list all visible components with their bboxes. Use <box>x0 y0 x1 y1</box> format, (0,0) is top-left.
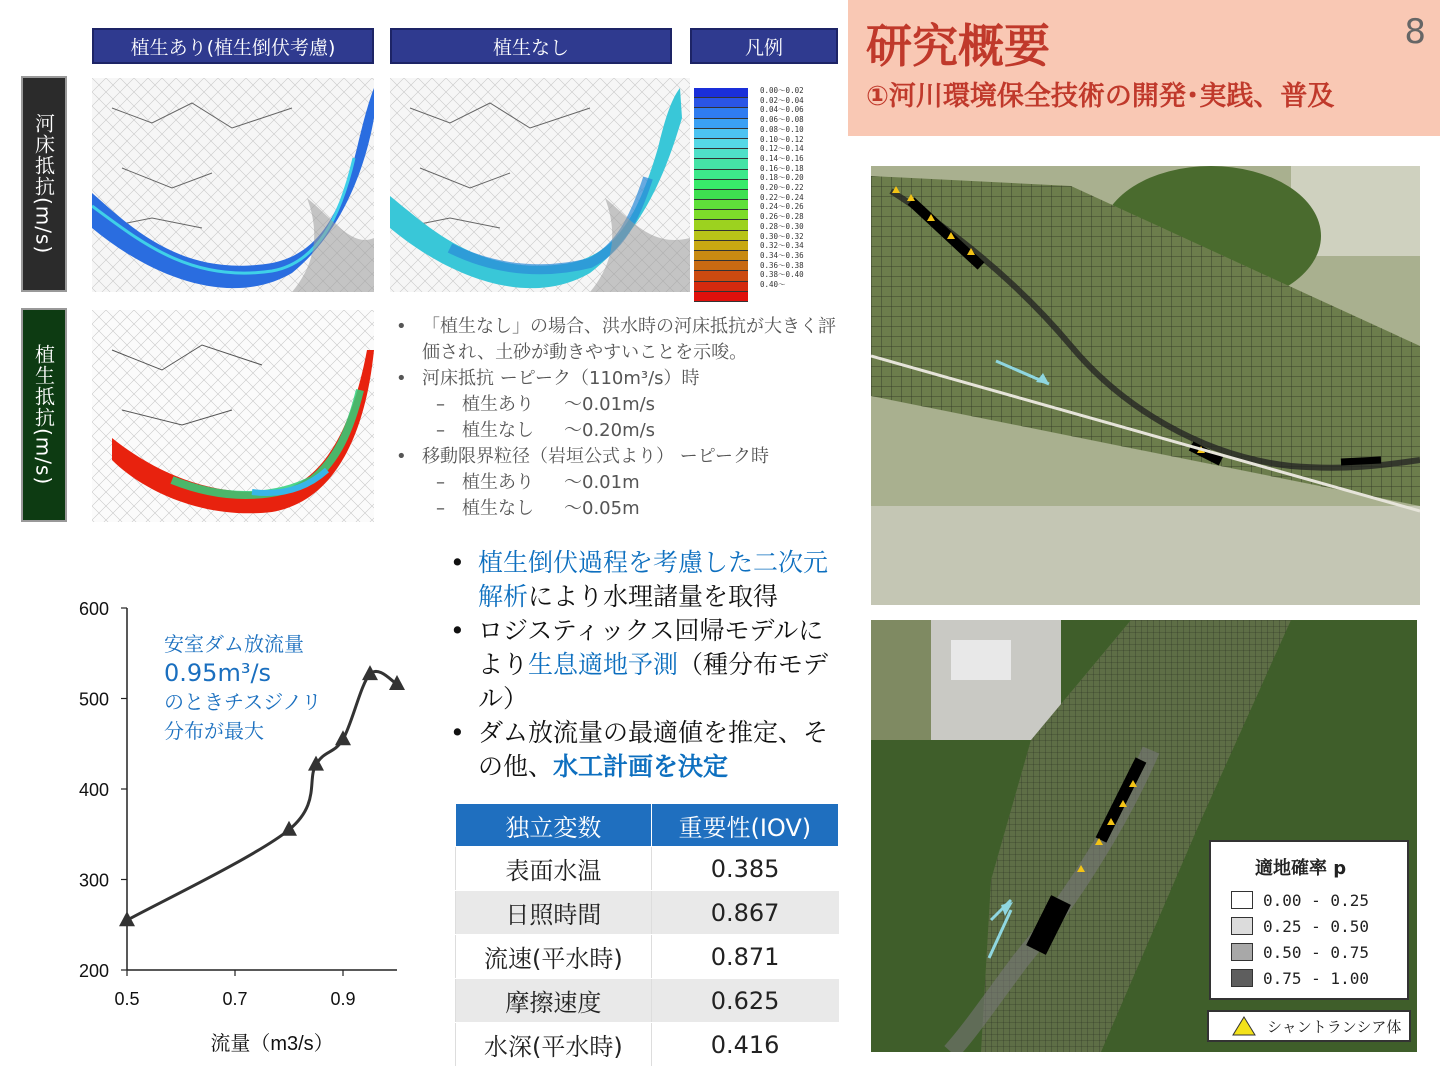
x-tick-label: 0.9 <box>330 989 356 1009</box>
colorbar-swatch <box>694 261 748 271</box>
aerial-photo-upper <box>871 166 1420 605</box>
iov-table <box>455 803 839 1067</box>
note-sub-2-1-value: ～0.01m/s <box>564 394 656 415</box>
colorbar-swatch <box>694 282 748 292</box>
note-sub-3-2 <box>392 496 844 522</box>
annotation-line-2: 0.95m³/s <box>164 659 272 687</box>
header-legend <box>690 28 838 64</box>
table-cell-value: 0.416 <box>651 1023 838 1067</box>
colorbar-label: 0.02～0.04 <box>760 95 804 105</box>
probability-legend-row-3 <box>1231 940 1369 964</box>
main-bullet-2 <box>448 614 844 716</box>
colorbar-swatch <box>694 271 748 281</box>
note-sub-3-1-label: 植生あり <box>462 472 534 493</box>
legend-swatch-3 <box>1231 943 1253 961</box>
colorbar-swatch <box>694 190 748 200</box>
colorbar-label: 0.26～0.28 <box>760 212 804 222</box>
title-box <box>848 0 1440 136</box>
triangle-icon <box>1231 1015 1257 1037</box>
table-cell-variable: 水深(平水時) <box>456 1023 652 1067</box>
colorbar-label: 0.28～0.30 <box>760 221 804 231</box>
colorbar-swatch <box>694 139 748 149</box>
map-veg-resistance-svg <box>92 310 374 522</box>
species-legend-label: シャントランシア体 <box>1267 1017 1402 1036</box>
table-cell-value: 0.385 <box>651 847 838 891</box>
iov-header-importance: 重要性(IOV) <box>651 804 838 847</box>
legend-label-4: 0.75 - 1.00 <box>1263 968 1369 988</box>
probability-legend-row-1 <box>1231 888 1369 912</box>
legend-label-1: 0.00 - 0.25 <box>1263 890 1369 910</box>
colorbar-label: 0.12～0.14 <box>760 144 804 154</box>
note-sub-2-1-label: 植生あり <box>462 394 534 415</box>
y-tick-label: 300 <box>78 870 109 891</box>
probability-legend <box>1209 840 1409 1000</box>
colorbar-swatch <box>694 180 748 190</box>
colorbar-swatch <box>694 170 748 180</box>
colorbar-swatch <box>694 241 748 251</box>
colorbar-label: 0.16～0.18 <box>760 163 804 173</box>
colorbar-label: 0.36～0.38 <box>760 260 804 270</box>
header-with-vegetation <box>92 28 374 64</box>
colorbar-labels <box>760 86 840 290</box>
map-bed-with-veg-svg <box>92 78 374 292</box>
y-tick-label: 600 <box>78 599 109 619</box>
colorbar-label: 0.08～0.10 <box>760 124 804 134</box>
probability-legend-row-4 <box>1231 966 1369 990</box>
y-tick-label: 200 <box>78 961 109 981</box>
probability-legend-row-2 <box>1231 914 1369 938</box>
colorbar-swatch <box>694 220 748 230</box>
colorbar-swatches <box>694 88 748 302</box>
colorbar-swatch <box>694 129 748 139</box>
note-sub-3-2-value: ～0.05m <box>564 498 640 519</box>
note-bullet-1: • 「植生なし」の場合、洪水時の河床抵抗が大きく評価され、土砂が動きやすいことを示唆。 <box>392 314 844 366</box>
table-cell-value: 0.625 <box>651 979 838 1023</box>
colorbar-swatch <box>694 159 748 169</box>
main-bullet-1 <box>448 546 844 614</box>
colorbar-label: 0.06～0.08 <box>760 115 804 125</box>
colorbar-swatch <box>694 108 748 118</box>
colorbar-swatch <box>694 149 748 159</box>
colorbar-swatch <box>694 88 748 98</box>
row-label-bed-text: 河床抵抗(m/s) <box>31 113 56 255</box>
colorbar-label: 0.24～0.26 <box>760 202 804 212</box>
legend-label-2: 0.25 - 0.50 <box>1263 916 1369 936</box>
colorbar-label: 0.10～0.12 <box>760 134 804 144</box>
slide-subtitle: ①河川環境保全技術の開発･実践、普及 <box>866 81 1335 112</box>
map-veg-resistance <box>92 310 374 522</box>
main-bullet-3 <box>448 716 844 784</box>
table-cell-variable: 表面水温 <box>456 847 652 891</box>
table-cell-value: 0.867 <box>651 891 838 935</box>
colorbar-legend <box>690 86 842 292</box>
colorbar-swatch <box>694 251 748 261</box>
note-sub-3-2-label: 植生なし <box>462 498 534 519</box>
note-sub-2-1 <box>392 392 844 418</box>
colorbar-label: 0.34～0.36 <box>760 250 804 260</box>
note-sub-3-1-value: ～0.01m <box>564 472 640 493</box>
colorbar-label: 0.30～0.32 <box>760 231 804 241</box>
x-tick-label: 0.7 <box>222 989 248 1009</box>
row-label-veg-resistance <box>21 308 67 522</box>
header-without-vegetation <box>390 28 672 64</box>
table-cell-value: 0.871 <box>651 935 838 979</box>
annotation-line-3: のときチスジノリ <box>164 690 322 714</box>
main-bullet-2-text: ロジスティックス回帰モデルにより <box>478 616 824 679</box>
table-cell-variable: 日照時間 <box>456 891 652 935</box>
slide-title: 研究概要 <box>866 19 1050 73</box>
table-row <box>456 847 839 891</box>
legend-swatch-2 <box>1231 917 1253 935</box>
colorbar-label: 0.14～0.16 <box>760 153 804 163</box>
main-bullet-2-highlight: 生息適地予測 <box>528 650 679 679</box>
colorbar-label: 0.20～0.22 <box>760 183 804 193</box>
colorbar-label: 0.32～0.34 <box>760 241 804 251</box>
colorbar-label: 0.18～0.20 <box>760 173 804 183</box>
main-bullet-1-text: により水理諸量を取得 <box>528 582 779 611</box>
data-point-marker <box>389 675 405 690</box>
colorbar-swatch <box>694 98 748 108</box>
page-number: 8 <box>1404 12 1426 52</box>
main-bullet-1-highlight: 植生倒伏過程を考慮した二次元解析 <box>478 548 829 611</box>
main-bullet-3-text: ダム放流量の最適値を推定、その他、 <box>478 718 829 781</box>
legend-swatch-4 <box>1231 969 1253 987</box>
chart-annotation <box>164 630 322 746</box>
header-without-vegetation-label: 植生なし <box>492 36 569 59</box>
note-sub-2-2-label: 植生なし <box>462 420 534 441</box>
colorbar-label: 0.00～0.02 <box>760 86 804 95</box>
colorbar-label: 0.38～0.40 <box>760 270 804 280</box>
row-label-bed-resistance <box>21 76 67 292</box>
colorbar-swatch <box>694 200 748 210</box>
note-sub-2-2-value: ～0.20m/s <box>564 420 656 441</box>
table-cell-variable: 摩擦速度 <box>456 979 652 1023</box>
table-row <box>456 979 839 1023</box>
probability-legend-title: 適地確率 p <box>1255 858 1347 879</box>
chart-x-label: 流量（m3/s） <box>210 1033 334 1055</box>
header-legend-label: 凡例 <box>744 36 783 59</box>
colorbar-label: 0.40～ <box>760 280 786 290</box>
colorbar-swatch <box>694 231 748 241</box>
main-bullet-3-highlight: 水工計画を決定 <box>553 752 729 781</box>
note-sub-3-1 <box>392 470 844 496</box>
species-legend <box>1207 1010 1411 1042</box>
colorbar-swatch <box>694 119 748 129</box>
iov-table-header-row <box>456 804 839 847</box>
table-row <box>456 891 839 935</box>
note-bullet-2: • 河床抵抗 ーピーク（110m³/s）時 <box>392 366 844 392</box>
y-tick-label: 500 <box>78 689 109 710</box>
legend-label-3: 0.50 - 0.75 <box>1263 942 1369 962</box>
y-tick-label: 400 <box>78 780 109 800</box>
map-bed-with-veg <box>92 78 374 292</box>
data-point-marker <box>335 730 351 745</box>
x-tick-label: 0.5 <box>114 989 140 1009</box>
table-row <box>456 1023 839 1067</box>
annotation-line-1: 安室ダム放流量 <box>164 632 304 656</box>
map-bed-without-veg-svg <box>390 78 690 292</box>
aerial-photo-upper-svg <box>871 166 1420 605</box>
header-with-vegetation-label: 植生あり(植生倒伏考慮) <box>130 36 336 59</box>
note-bullet-3: • 移動限界粒径（岩垣公式より） ーピーク時 <box>392 444 844 470</box>
table-row <box>456 935 839 979</box>
table-cell-variable: 流速(平水時) <box>456 935 652 979</box>
main-bullet-2-tail: （種分布モデル） <box>478 650 829 713</box>
map-bed-without-veg <box>390 78 690 292</box>
colorbar-label: 0.04～0.06 <box>760 105 804 115</box>
colorbar-swatch <box>694 210 748 220</box>
iov-header-variable: 独立変数 <box>456 804 652 847</box>
notes-block <box>392 314 844 522</box>
note-sub-2-2 <box>392 418 844 444</box>
annotation-line-4: 分布が最大 <box>164 719 264 743</box>
main-bullets <box>448 546 844 784</box>
row-label-veg-text: 植生抵抗(m/s) <box>31 344 56 486</box>
colorbar-swatch <box>694 292 748 302</box>
colorbar-label: 0.22～0.24 <box>760 192 804 202</box>
legend-swatch-1 <box>1231 891 1253 909</box>
